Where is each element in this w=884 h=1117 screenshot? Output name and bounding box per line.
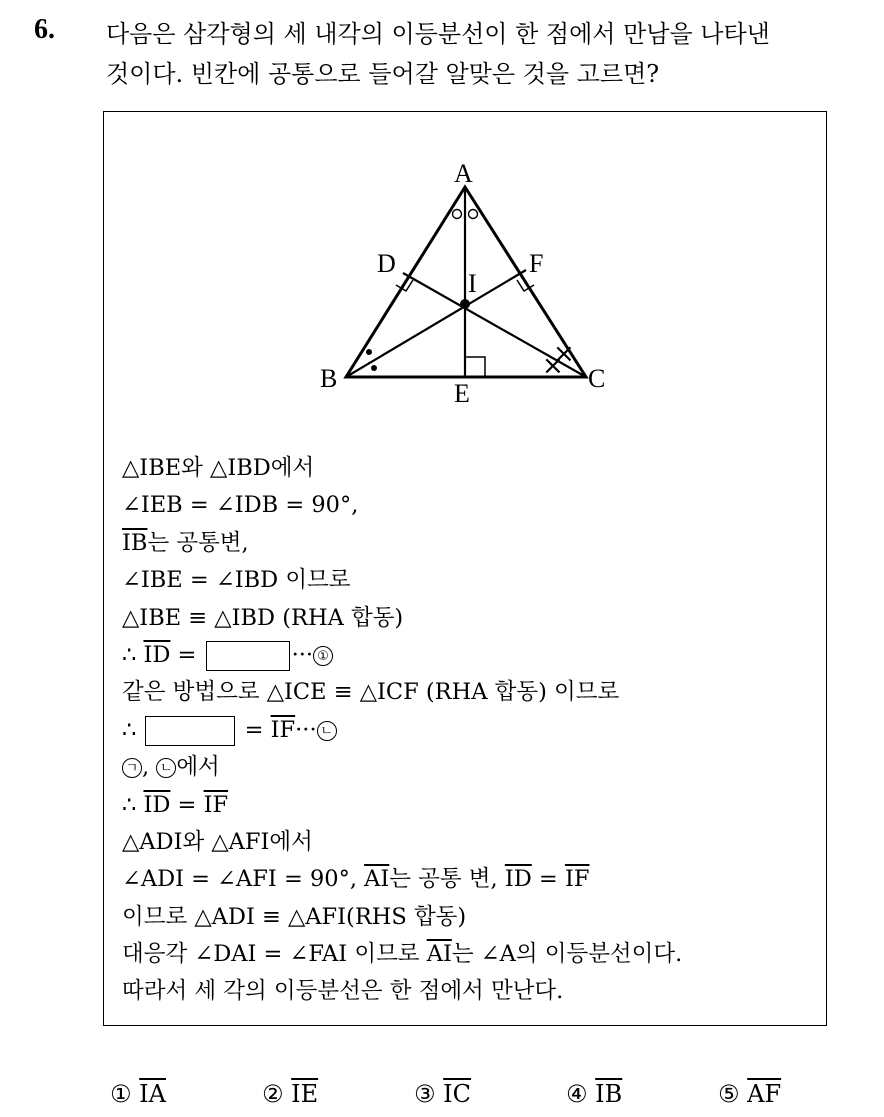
- proof-text-segment: ∠ADI = ∠AFI = 90°,: [122, 866, 365, 893]
- proof-text-segment: △IBE와 △IBD에서: [122, 455, 315, 481]
- proof-text-segment: 이므로 △ADI ≡ △AFI(RHS 합동): [122, 903, 467, 930]
- choice-label: ①: [110, 1080, 132, 1108]
- proof-line: [122, 899, 682, 936]
- choice-1[interactable]: [110, 1080, 166, 1108]
- proof-text-segment: =: [170, 791, 204, 818]
- proof-line: [122, 562, 682, 599]
- choice-value: $\overline{IB}$: [595, 1080, 623, 1108]
- proof-line: [122, 824, 682, 861]
- proof-line: [122, 861, 682, 898]
- segment-overline: $\overline{ID}$: [143, 791, 171, 818]
- triangle-figure: [320, 132, 624, 408]
- proof-line: [122, 450, 682, 487]
- proof-line: [122, 525, 682, 562]
- label-e: E: [454, 379, 470, 408]
- segment-overline: $\overline{IF}$: [564, 866, 590, 893]
- proof-text-segment: ∠IBE = ∠IBD 이므로: [122, 567, 351, 594]
- choice-value: $\overline{IC}$: [443, 1080, 471, 1108]
- question-text-line1: 다음은 삼각형의 세 내각의 이등분선이 한 점에서 만남을 나타낸: [106, 20, 770, 48]
- choice-5[interactable]: [718, 1080, 781, 1108]
- choice-value: $\overline{IA}$: [139, 1080, 166, 1108]
- proof-text-segment: ···: [295, 716, 317, 743]
- proof-text-segment: ∴: [122, 641, 144, 668]
- choice-label: ③: [414, 1080, 436, 1108]
- answer-choices: [110, 1080, 850, 1112]
- segment-overline: $\overline{IB}$: [122, 529, 148, 556]
- label-a: A: [454, 159, 473, 188]
- circled-mark: ㄴ: [156, 758, 176, 778]
- proof-text-segment: 는 ∠A의 이등분선이다.: [451, 941, 683, 968]
- proof-text-segment: ∴: [122, 716, 144, 743]
- proof-line: [122, 600, 682, 637]
- answer-blank: [145, 716, 235, 746]
- circled-mark: ①: [313, 646, 333, 666]
- circled-mark: ㄴ: [317, 721, 337, 741]
- proof-text-segment: ,: [142, 754, 157, 781]
- choice-4[interactable]: [566, 1080, 622, 1108]
- proof-line: [122, 674, 682, 711]
- segment-overline: $\overline{ID}$: [143, 641, 171, 668]
- proof-line: [122, 712, 682, 749]
- question-number: 6.: [34, 14, 55, 45]
- proof-text: [122, 450, 682, 1011]
- proof-text-segment: =: [237, 716, 271, 743]
- proof-box: [103, 111, 827, 1026]
- segment-overline: $\overline{IF}$: [270, 716, 296, 743]
- proof-text-segment: 따라서 세 각의 이등분선은 한 점에서 만난다.: [122, 978, 564, 1005]
- choice-value: $\overline{AF}$: [747, 1080, 782, 1108]
- choice-label: ④: [566, 1080, 588, 1108]
- proof-line: [122, 487, 682, 524]
- proof-line: [122, 973, 682, 1010]
- choice-label: ②: [262, 1080, 284, 1108]
- proof-line: [122, 749, 682, 786]
- segment-overline: $\overline{AI}$: [364, 866, 390, 893]
- answer-blank: [206, 641, 290, 671]
- question-text: [106, 14, 866, 94]
- proof-text-segment: 에서: [176, 754, 220, 781]
- proof-line: [122, 936, 682, 973]
- proof-text-segment: =: [531, 866, 565, 893]
- proof-line: [122, 787, 682, 824]
- proof-line: [122, 637, 682, 674]
- choice-3[interactable]: [414, 1080, 471, 1108]
- label-f: F: [529, 249, 544, 278]
- proof-text-segment: ∠IEB = ∠IDB = 90°,: [122, 492, 359, 519]
- label-c: C: [588, 364, 606, 393]
- proof-text-segment: △ADI와 △AFI에서: [122, 828, 313, 855]
- perpendiculars-and-bisectors: [346, 187, 586, 377]
- label-d: D: [377, 249, 396, 278]
- proof-text-segment: ∴: [122, 791, 144, 818]
- segment-overline: $\overline{ID}$: [504, 866, 532, 893]
- proof-text-segment: 같은 방법으로 △ICE ≡ △ICF (RHA 합동) 이므로: [122, 679, 620, 706]
- choice-2[interactable]: [262, 1080, 318, 1108]
- label-i: I: [468, 269, 477, 298]
- incenter-point: [460, 299, 470, 309]
- label-b: B: [320, 364, 338, 393]
- proof-text-segment: 는 공통변,: [147, 529, 249, 556]
- proof-text-segment: =: [170, 641, 204, 668]
- proof-text-segment: 대응각 ∠DAI = ∠FAI 이므로: [122, 941, 427, 968]
- svg-text:×: ×: [542, 351, 564, 381]
- choice-label: ⑤: [718, 1080, 740, 1108]
- segment-overline: $\overline{IF}$: [203, 791, 229, 818]
- proof-text-segment: 는 공통 변,: [389, 866, 505, 893]
- proof-text-segment: △IBE ≡ △IBD (RHA 합동): [122, 604, 404, 631]
- proof-text-segment: ···: [291, 641, 314, 668]
- choice-value: $\overline{IE}$: [291, 1080, 319, 1108]
- segment-overline: $\overline{AI}$: [426, 941, 452, 968]
- svg-text:×: ×: [553, 339, 575, 369]
- circled-mark: ㄱ: [122, 758, 142, 778]
- question-text-line2: 것이다. 빈칸에 공통으로 들어갈 알맞은 것을 고르면?: [106, 60, 660, 88]
